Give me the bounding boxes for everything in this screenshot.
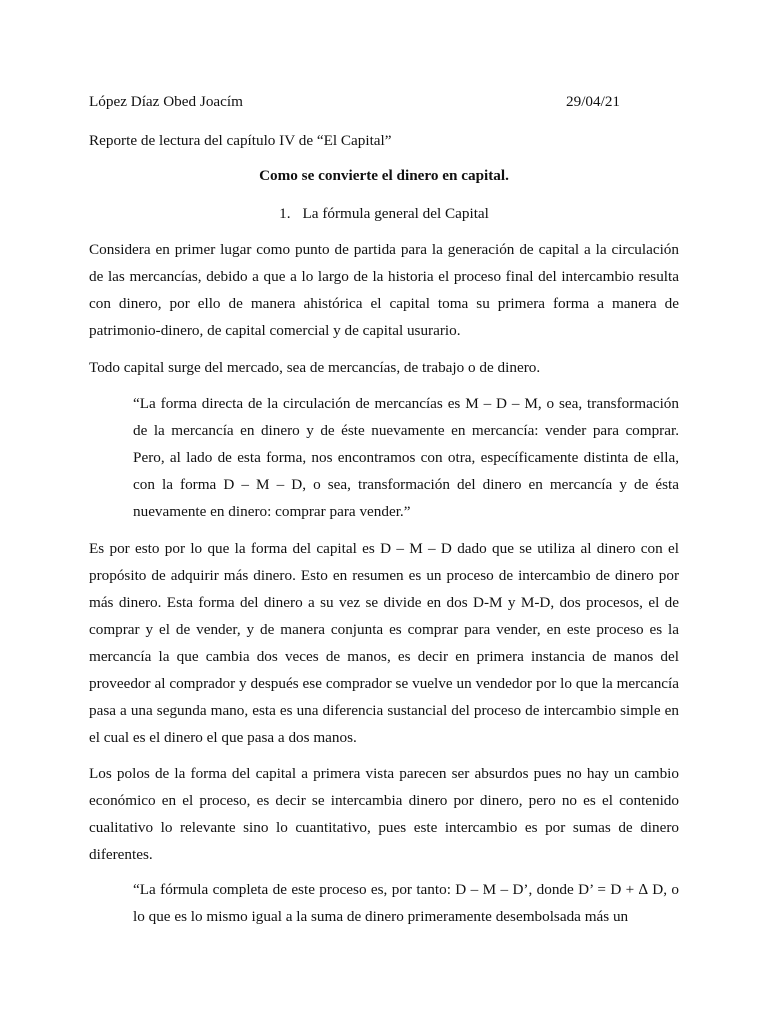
body-paragraph: Es por esto por lo que la forma del capital es D – M – D dado que se utiliza al dinero con el propósito de adquirir más dinero. Esto en resumen es un proceso de intercambio de dinero por más dinero. Esta forma del dinero a su vez se divide en dos D-M y M-D, dos procesos, el de comprar y el de vender, y de manera conjunta es comprar para vender, en este proceso es la mercancía la que cambia dos veces de manos, es decir en primera instancia de manos del proveedor al comprador y después ese comprador se vuelve un vendedor por lo que la mercancía pasa a una segunda mano, esta es una diferencia sustancial del proceso de intercambio simple en el cual es el dinero el que pasa a dos manos. xyxy=(89,540,679,746)
report-title: Reporte de lectura del capítulo IV de “El Capital” xyxy=(89,132,392,149)
subsection-heading xyxy=(0,200,768,227)
body-paragraph: Todo capital surge del mercado, sea de mercancías, de trabajo o de dinero. xyxy=(89,359,541,376)
subsection-title: La fórmula general del Capital xyxy=(302,205,489,222)
body-paragraph: Considera en primer lugar como punto de partida para la generación de capital a la circulación de las mercancías, debido a que a lo largo de la historia el proceso final del intercambio resulta con dinero, por ello de manera ahistórica el capital toma su primera forma a manera de patrimonio-dinero, de capital comercial y de capital usurario. xyxy=(89,241,679,339)
author-name: López Díaz Obed Joacím xyxy=(89,93,243,110)
body-paragraph: Los polos de la forma del capital a primera vista parecen ser absurdos pues no hay un cambio económico en el proceso, es decir se intercambia dinero por dinero, pero no es el contenido cualitativo lo relevante sino lo cuantitativo, pues este intercambio es por sumas de dinero diferentes. xyxy=(89,765,679,863)
report-date: 29/04/21 xyxy=(566,93,621,110)
subsection-number: 1. xyxy=(279,205,291,222)
block-quote: “La forma directa de la circulación de mercancías es M – D – M, o sea, transformación de la mercancía en dinero y de éste nuevamente en mercancía: vender para comprar. Pero, al lado de esta forma, nos encontramos con otra, específicamente distinta de ella, con la forma D – M – D, o sea, transformación del dinero en mercancía y de ésta nuevamente en dinero: comprar para vender.” xyxy=(133,395,679,520)
block-quote: “La fórmula completa de este proceso es, por tanto: D – M – D’, donde D’ = D + ∆ D, o lo que es lo mismo igual a la suma de dinero primeramente desembolsada más un xyxy=(133,881,679,925)
section-title: Como se convierte el dinero en capital. xyxy=(259,167,509,184)
